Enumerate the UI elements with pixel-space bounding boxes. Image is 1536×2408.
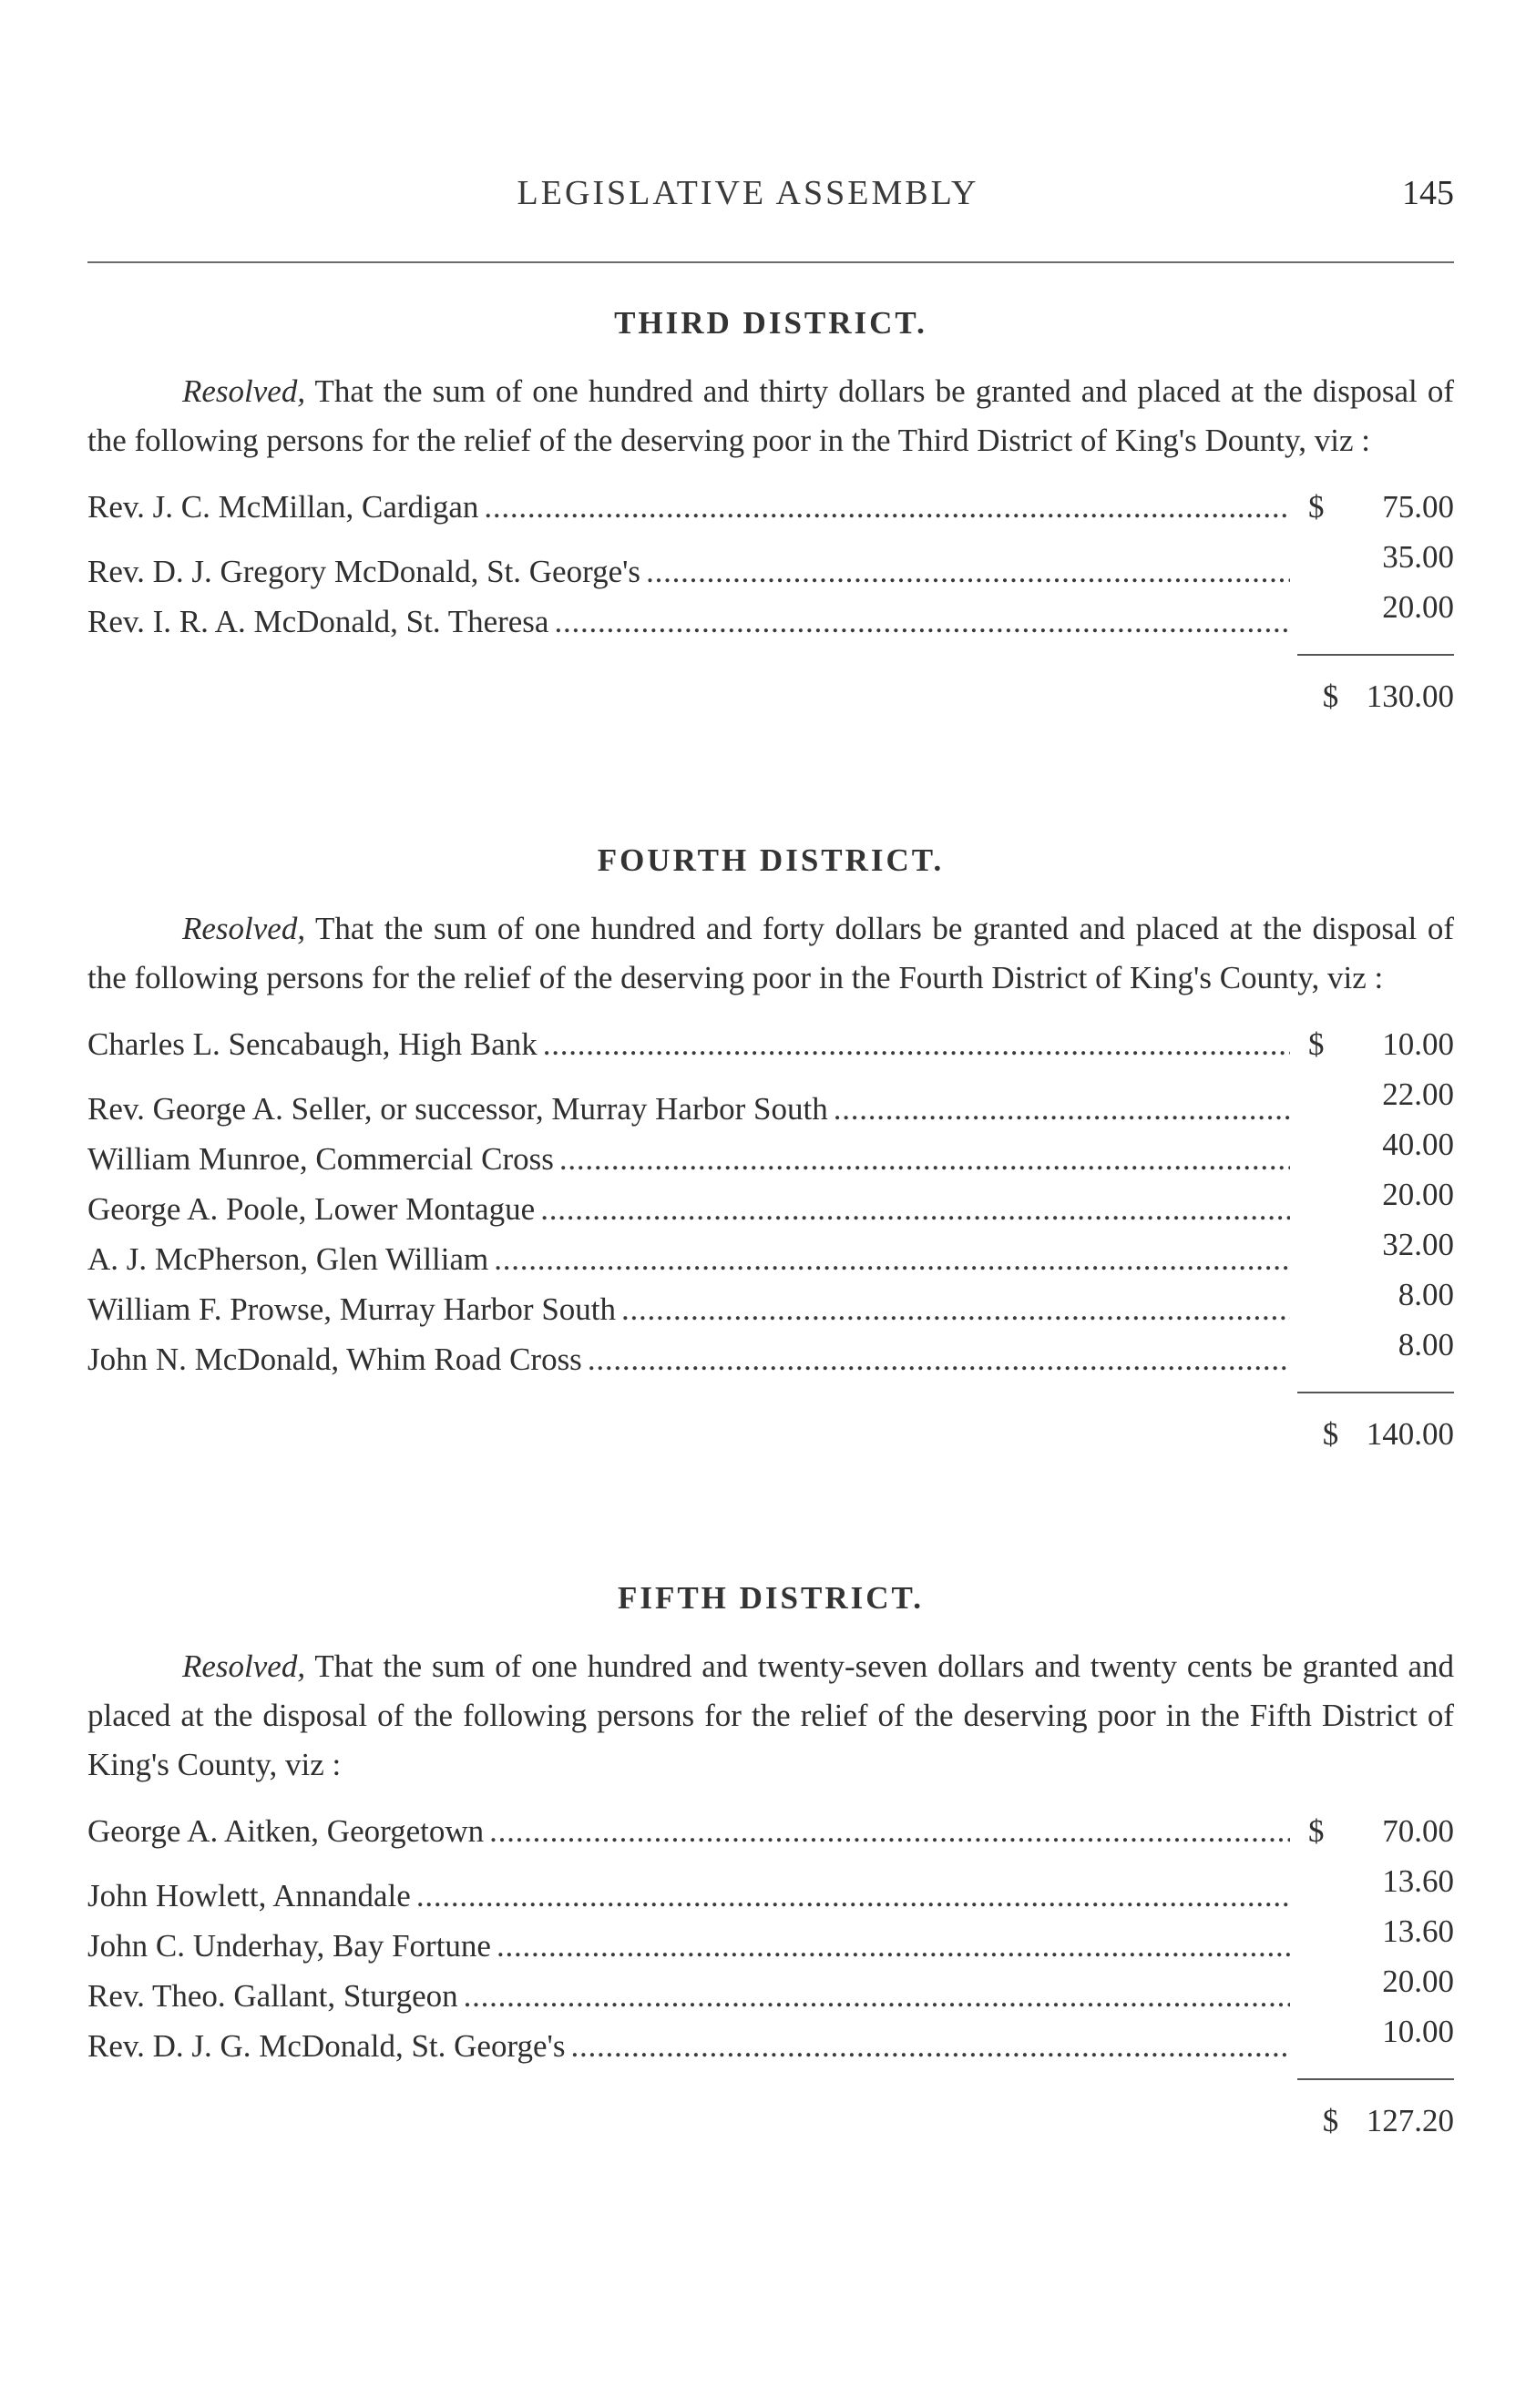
running-title: LEGISLATIVE ASSEMBLY bbox=[517, 174, 979, 212]
entry-amount bbox=[1308, 1219, 1454, 1270]
dot-leader bbox=[588, 1334, 1290, 1384]
amount-value: 13.60 bbox=[1382, 1863, 1454, 1899]
district-total bbox=[87, 1412, 1454, 1457]
amount-value: 70.00 bbox=[1382, 1813, 1454, 1849]
dot-leader bbox=[416, 1871, 1290, 1921]
running-header bbox=[87, 173, 1454, 228]
entry-amount bbox=[1308, 1906, 1454, 1956]
resolution-paragraph bbox=[87, 367, 1454, 465]
resolved-label: Resolved, bbox=[182, 373, 306, 409]
district-heading: THIRD DISTRICT. bbox=[614, 305, 927, 341]
recipient-name: Rev. D. J. G. McDonald, St. George's bbox=[87, 2028, 566, 2064]
district-total bbox=[87, 2098, 1454, 2144]
entry-list bbox=[87, 482, 1454, 639]
currency-sign bbox=[1308, 1956, 1336, 2006]
recipient-name: George A. Poole, Lower Montague bbox=[87, 1191, 536, 1227]
district-heading: FOURTH DISTRICT. bbox=[597, 842, 945, 878]
amount-value: 20.00 bbox=[1382, 589, 1454, 625]
dot-leader bbox=[570, 2021, 1290, 2071]
recipient-name: John N. McDonald, Whim Road Cross bbox=[87, 1342, 582, 1377]
dot-leader bbox=[559, 1134, 1290, 1184]
entry-list bbox=[87, 1019, 1454, 1377]
recipient-name: Rev. George A. Seller, or successor, Murray Harbor South bbox=[87, 1091, 828, 1127]
resolved-label: Resolved, bbox=[182, 911, 306, 946]
amount-value: 10.00 bbox=[1382, 2014, 1454, 2049]
amount-value: 13.60 bbox=[1382, 1913, 1454, 1949]
currency-sign bbox=[1308, 1169, 1336, 1219]
dot-leader bbox=[464, 1971, 1290, 2021]
currency-sign: $ bbox=[1308, 1813, 1325, 1849]
currency-sign bbox=[1308, 582, 1336, 632]
recipient-name: George A. Aitken, Georgetown bbox=[87, 1813, 485, 1849]
fifth-district-section bbox=[87, 1571, 1454, 2144]
currency-sign bbox=[1308, 1219, 1336, 1270]
dot-leader bbox=[497, 1921, 1290, 1971]
currency-sign: $ bbox=[1308, 489, 1325, 525]
entry-amount bbox=[1308, 2006, 1454, 2056]
total-amount: 140.00 bbox=[1366, 1416, 1454, 1452]
entry-amount bbox=[1308, 1956, 1454, 2006]
currency-sign: $ bbox=[1322, 2103, 1339, 2138]
dot-leader bbox=[834, 1084, 1290, 1134]
total-rule bbox=[1297, 2078, 1454, 2080]
resolved-label: Resolved, bbox=[182, 1648, 306, 1684]
total-amount: 127.20 bbox=[1366, 2103, 1454, 2138]
district-total bbox=[87, 674, 1454, 719]
dot-leader bbox=[621, 1284, 1290, 1334]
total-rule bbox=[1297, 1392, 1454, 1393]
document-page bbox=[87, 0, 1454, 2408]
amount-value: 22.00 bbox=[1382, 1076, 1454, 1112]
dot-leader bbox=[543, 1019, 1290, 1069]
recipient-name: Charles L. Sencabaugh, High Bank bbox=[87, 1026, 538, 1062]
currency-sign bbox=[1308, 1906, 1336, 1956]
resolution-text: That the sum of one hundred and forty dollars be granted and placed at the disposal of the following persons for the relief of the deserving poor in the Fourth District of King's County, viz : bbox=[87, 911, 1454, 995]
amount-value: 40.00 bbox=[1382, 1127, 1454, 1162]
entry-amount bbox=[1308, 1019, 1454, 1069]
fourth-district-section bbox=[87, 833, 1454, 1457]
list-item bbox=[87, 532, 1454, 589]
header-rule bbox=[87, 261, 1454, 263]
resolution-text: That the sum of one hundred and twenty-seven dollars and twenty cents be granted and placed at the disposal of the following persons for the relief of the deserving poor in the Fifth District of King's County, viz : bbox=[87, 1648, 1454, 1782]
currency-sign bbox=[1308, 1069, 1336, 1119]
entry-amount bbox=[1308, 1856, 1454, 1906]
entry-amount bbox=[1308, 1320, 1454, 1370]
recipient-name: Rev. I. R. A. McDonald, St. Theresa bbox=[87, 604, 549, 639]
amount-value: 32.00 bbox=[1382, 1227, 1454, 1262]
district-heading: FIFTH DISTRICT. bbox=[617, 1580, 925, 1616]
recipient-name: A. J. McPherson, Glen William bbox=[87, 1241, 489, 1277]
dot-leader bbox=[540, 1184, 1290, 1234]
currency-sign bbox=[1308, 1320, 1336, 1370]
dot-leader bbox=[554, 597, 1290, 647]
currency-sign: $ bbox=[1322, 1416, 1339, 1452]
dot-leader bbox=[489, 1806, 1290, 1856]
amount-value: 35.00 bbox=[1382, 539, 1454, 575]
third-district-section bbox=[87, 296, 1454, 719]
list-item bbox=[87, 1069, 1454, 1127]
resolution-paragraph bbox=[87, 1642, 1454, 1790]
resolution-text: That the sum of one hundred and thirty dollars be granted and placed at the disposal of the following persons for the relief of the deserving poor in the Third District of King's Dounty, viz : bbox=[87, 373, 1454, 458]
entry-amount bbox=[1308, 582, 1454, 632]
list-item bbox=[87, 1806, 1454, 1856]
page-number: 145 bbox=[1402, 174, 1454, 212]
recipient-name: Rev. Theo. Gallant, Sturgeon bbox=[87, 1978, 458, 2014]
amount-value: 8.00 bbox=[1398, 1327, 1454, 1362]
recipient-name: John C. Underhay, Bay Fortune bbox=[87, 1928, 491, 1964]
currency-sign bbox=[1308, 1270, 1336, 1320]
total-amount: 130.00 bbox=[1366, 679, 1454, 714]
recipient-name: Rev. D. J. Gregory McDonald, St. George's bbox=[87, 554, 641, 589]
currency-sign: $ bbox=[1322, 679, 1339, 714]
recipient-name: John Howlett, Annandale bbox=[87, 1878, 411, 1913]
amount-value: 75.00 bbox=[1382, 489, 1454, 525]
entry-amount bbox=[1308, 1270, 1454, 1320]
entry-amount bbox=[1308, 1169, 1454, 1219]
list-item bbox=[87, 1019, 1454, 1069]
recipient-name: Rev. J. C. McMillan, Cardigan bbox=[87, 489, 479, 525]
entry-amount bbox=[1308, 482, 1454, 532]
entry-amount bbox=[1308, 532, 1454, 582]
currency-sign bbox=[1308, 532, 1336, 582]
amount-value: 8.00 bbox=[1398, 1277, 1454, 1312]
currency-sign bbox=[1308, 1856, 1336, 1906]
resolution-paragraph bbox=[87, 904, 1454, 1003]
recipient-name: William F. Prowse, Murray Harbor South bbox=[87, 1291, 617, 1327]
list-item bbox=[87, 1856, 1454, 1913]
currency-sign: $ bbox=[1308, 1026, 1325, 1062]
amount-value: 20.00 bbox=[1382, 1964, 1454, 1999]
dot-leader bbox=[646, 546, 1290, 597]
entry-amount bbox=[1308, 1119, 1454, 1169]
entry-amount bbox=[1308, 1069, 1454, 1119]
dot-leader bbox=[484, 482, 1290, 532]
recipient-name: William Munroe, Commercial Cross bbox=[87, 1141, 554, 1177]
entry-list bbox=[87, 1806, 1454, 2064]
amount-value: 20.00 bbox=[1382, 1177, 1454, 1212]
list-item bbox=[87, 482, 1454, 532]
entry-amount bbox=[1308, 1806, 1454, 1856]
amount-value: 10.00 bbox=[1382, 1026, 1454, 1062]
currency-sign bbox=[1308, 2006, 1336, 2056]
total-rule bbox=[1297, 654, 1454, 656]
currency-sign bbox=[1308, 1119, 1336, 1169]
dot-leader bbox=[494, 1234, 1290, 1284]
